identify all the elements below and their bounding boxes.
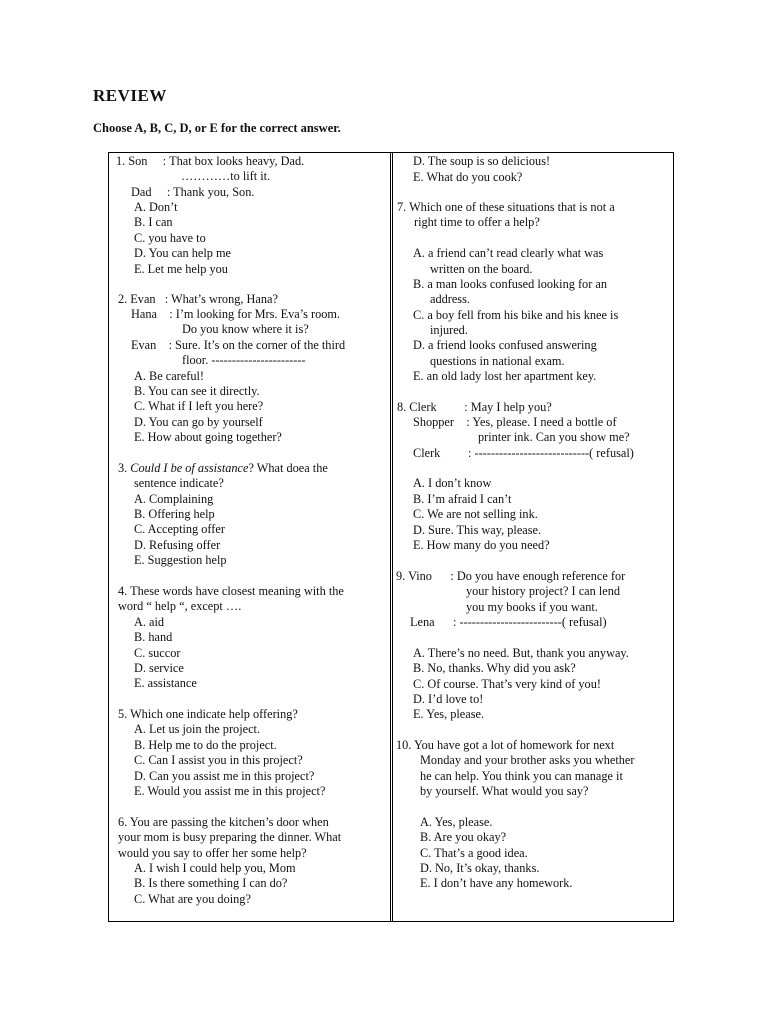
left-text-line: C. Can I assist you in this project? (134, 753, 303, 767)
instruction-text: Choose A, B, C, D, or E for the correct answer. (93, 121, 341, 135)
left-text-line: E. Would you assist me in this project? (134, 784, 326, 798)
right-text-line: by yourself. What would you say? (420, 784, 589, 798)
right-text-line: C. Of course. That’s very kind of you! (413, 677, 601, 691)
left-text-line: C. What are you doing? (134, 892, 251, 906)
left-text-line: A. Complaining (134, 492, 214, 506)
left-text-line: B. hand (134, 630, 173, 644)
right-text-line: you my books if you want. (466, 600, 598, 614)
right-text-line: E. an old lady lost her apartment key. (413, 369, 597, 383)
left-text-line: C. Accepting offer (134, 522, 225, 536)
right-text-line: address. (430, 292, 470, 306)
right-text-line: your history project? I can lend (466, 584, 620, 598)
italic-phrase: Could I be of assistance (130, 461, 249, 475)
right-text-line: C. a boy fell from his bike and his knee is (413, 308, 619, 322)
right-text-line: injured. (430, 323, 468, 337)
right-text-line: A. Yes, please. (420, 815, 493, 829)
column-divider (390, 152, 391, 922)
right-text-line: B. a man looks confused looking for an (413, 277, 607, 291)
left-text-line: B. You can see it directly. (134, 384, 260, 398)
right-text-line: D. a friend looks confused answering (413, 338, 597, 352)
left-text-line: Hana : I’m looking for Mrs. Eva’s room. (131, 307, 341, 321)
left-text-line: your mom is busy preparing the dinner. What (118, 830, 342, 844)
right-text-line: 8. Clerk : May I help you? (397, 400, 552, 414)
left-text-line: E. Let me help you (134, 262, 228, 276)
right-text-line: C. That’s a good idea. (420, 846, 528, 860)
right-text-line: D. The soup is so delicious! (413, 154, 551, 168)
left-text-line: E. assistance (134, 676, 197, 690)
left-text-line: A. Let us join the project. (134, 722, 261, 736)
left-text-line: would you say to offer her some help? (118, 846, 307, 860)
left-text-line: A. aid (134, 615, 165, 629)
left-text-line: A. Don’t (134, 200, 178, 214)
right-text-line: C. We are not selling ink. (413, 507, 538, 521)
left-text-line: C. succor (134, 646, 181, 660)
right-text-line: E. Yes, please. (413, 707, 485, 721)
left-text-line: sentence indicate? (134, 476, 224, 490)
right-text-line: 9. Vino : Do you have enough reference for (396, 569, 626, 583)
left-text-line: 1. Son : That box looks heavy, Dad. (116, 154, 305, 168)
right-text-line: D. I’d love to! (413, 692, 484, 706)
left-text-line: D. You can go by yourself (134, 415, 263, 429)
right-text-line: A. There’s no need. But, thank you anyway. (413, 646, 629, 660)
page-title: REVIEW (93, 86, 167, 105)
left-text-line: Evan : Sure. It’s on the corner of the third (131, 338, 346, 352)
left-text-line: E. Suggestion help (134, 553, 227, 567)
left-text-line: C. What if I left you here? (134, 399, 264, 413)
left-text-line: D. Refusing offer (134, 538, 221, 552)
right-text-line: E. I don’t have any homework. (420, 876, 573, 890)
right-text-line: questions in national exam. (430, 354, 565, 368)
left-text-line: floor. ----------------------- (182, 353, 306, 367)
left-text-line: D. service (134, 661, 184, 675)
left-text-line: Dad : Thank you, Son. (131, 185, 255, 199)
left-text-line: 6. You are passing the kitchen’s door when (118, 815, 329, 829)
right-text-line: printer ink. Can you show me? (478, 430, 630, 444)
left-text-line: 4. These words have closest meaning with the (118, 584, 344, 598)
right-text-line: Shopper : Yes, please. I need a bottle of (413, 415, 617, 429)
left-text-line: D. You can help me (134, 246, 231, 260)
right-text-line: E. What do you cook? (413, 170, 523, 184)
right-text-line: Lena : -------------------------( refusal) (410, 615, 607, 629)
left-text-line: B. Help me to do the project. (134, 738, 277, 752)
left-text-line: B. I can (134, 215, 173, 229)
right-text-line: D. No, It’s okay, thanks. (420, 861, 540, 875)
right-text-line: he can help. You think you can manage it (420, 769, 623, 783)
left-text-line: A. Be careful! (134, 369, 204, 383)
left-text-line: D. Can you assist me in this project? (134, 769, 315, 783)
left-text-line: E. How about going together? (134, 430, 282, 444)
left-text-line: B. Is there something I can do? (134, 876, 288, 890)
left-text-line: 2. Evan : What’s wrong, Hana? (118, 292, 278, 306)
right-text-line: B. Are you okay? (420, 830, 507, 844)
right-text-line: A. a friend can’t read clearly what was (413, 246, 604, 260)
left-text-line: A. I wish I could help you, Mom (134, 861, 296, 875)
right-text-line: right time to offer a help? (414, 215, 540, 229)
right-text-line: 7. Which one of these situations that is not a (397, 200, 615, 214)
right-text-line: A. I don’t know (413, 476, 492, 490)
right-text-line: B. I’m afraid I can’t (413, 492, 512, 506)
right-text-line: 10. You have got a lot of homework for next (396, 738, 615, 752)
right-text-line: written on the board. (430, 262, 533, 276)
left-text-line: word “ help “, except …. (118, 599, 242, 613)
left-text-line: C. you have to (134, 231, 206, 245)
column-divider (392, 152, 393, 922)
right-text-line: Clerk : ----------------------------( refusal) (413, 446, 634, 460)
right-text-line: Monday and your brother asks you whether (420, 753, 635, 767)
left-text-line: …………to lift it. (181, 169, 271, 183)
left-text-line: Do you know where it is? (182, 322, 309, 336)
right-text-line: B. No, thanks. Why did you ask? (413, 661, 576, 675)
left-text-line: 5. Which one indicate help offering? (118, 707, 298, 721)
left-text-line: 3. Could I be of assistance? What doea the (118, 461, 328, 475)
right-text-line: E. How many do you need? (413, 538, 550, 552)
right-text-line: D. Sure. This way, please. (413, 523, 542, 537)
left-text-line: B. Offering help (134, 507, 215, 521)
